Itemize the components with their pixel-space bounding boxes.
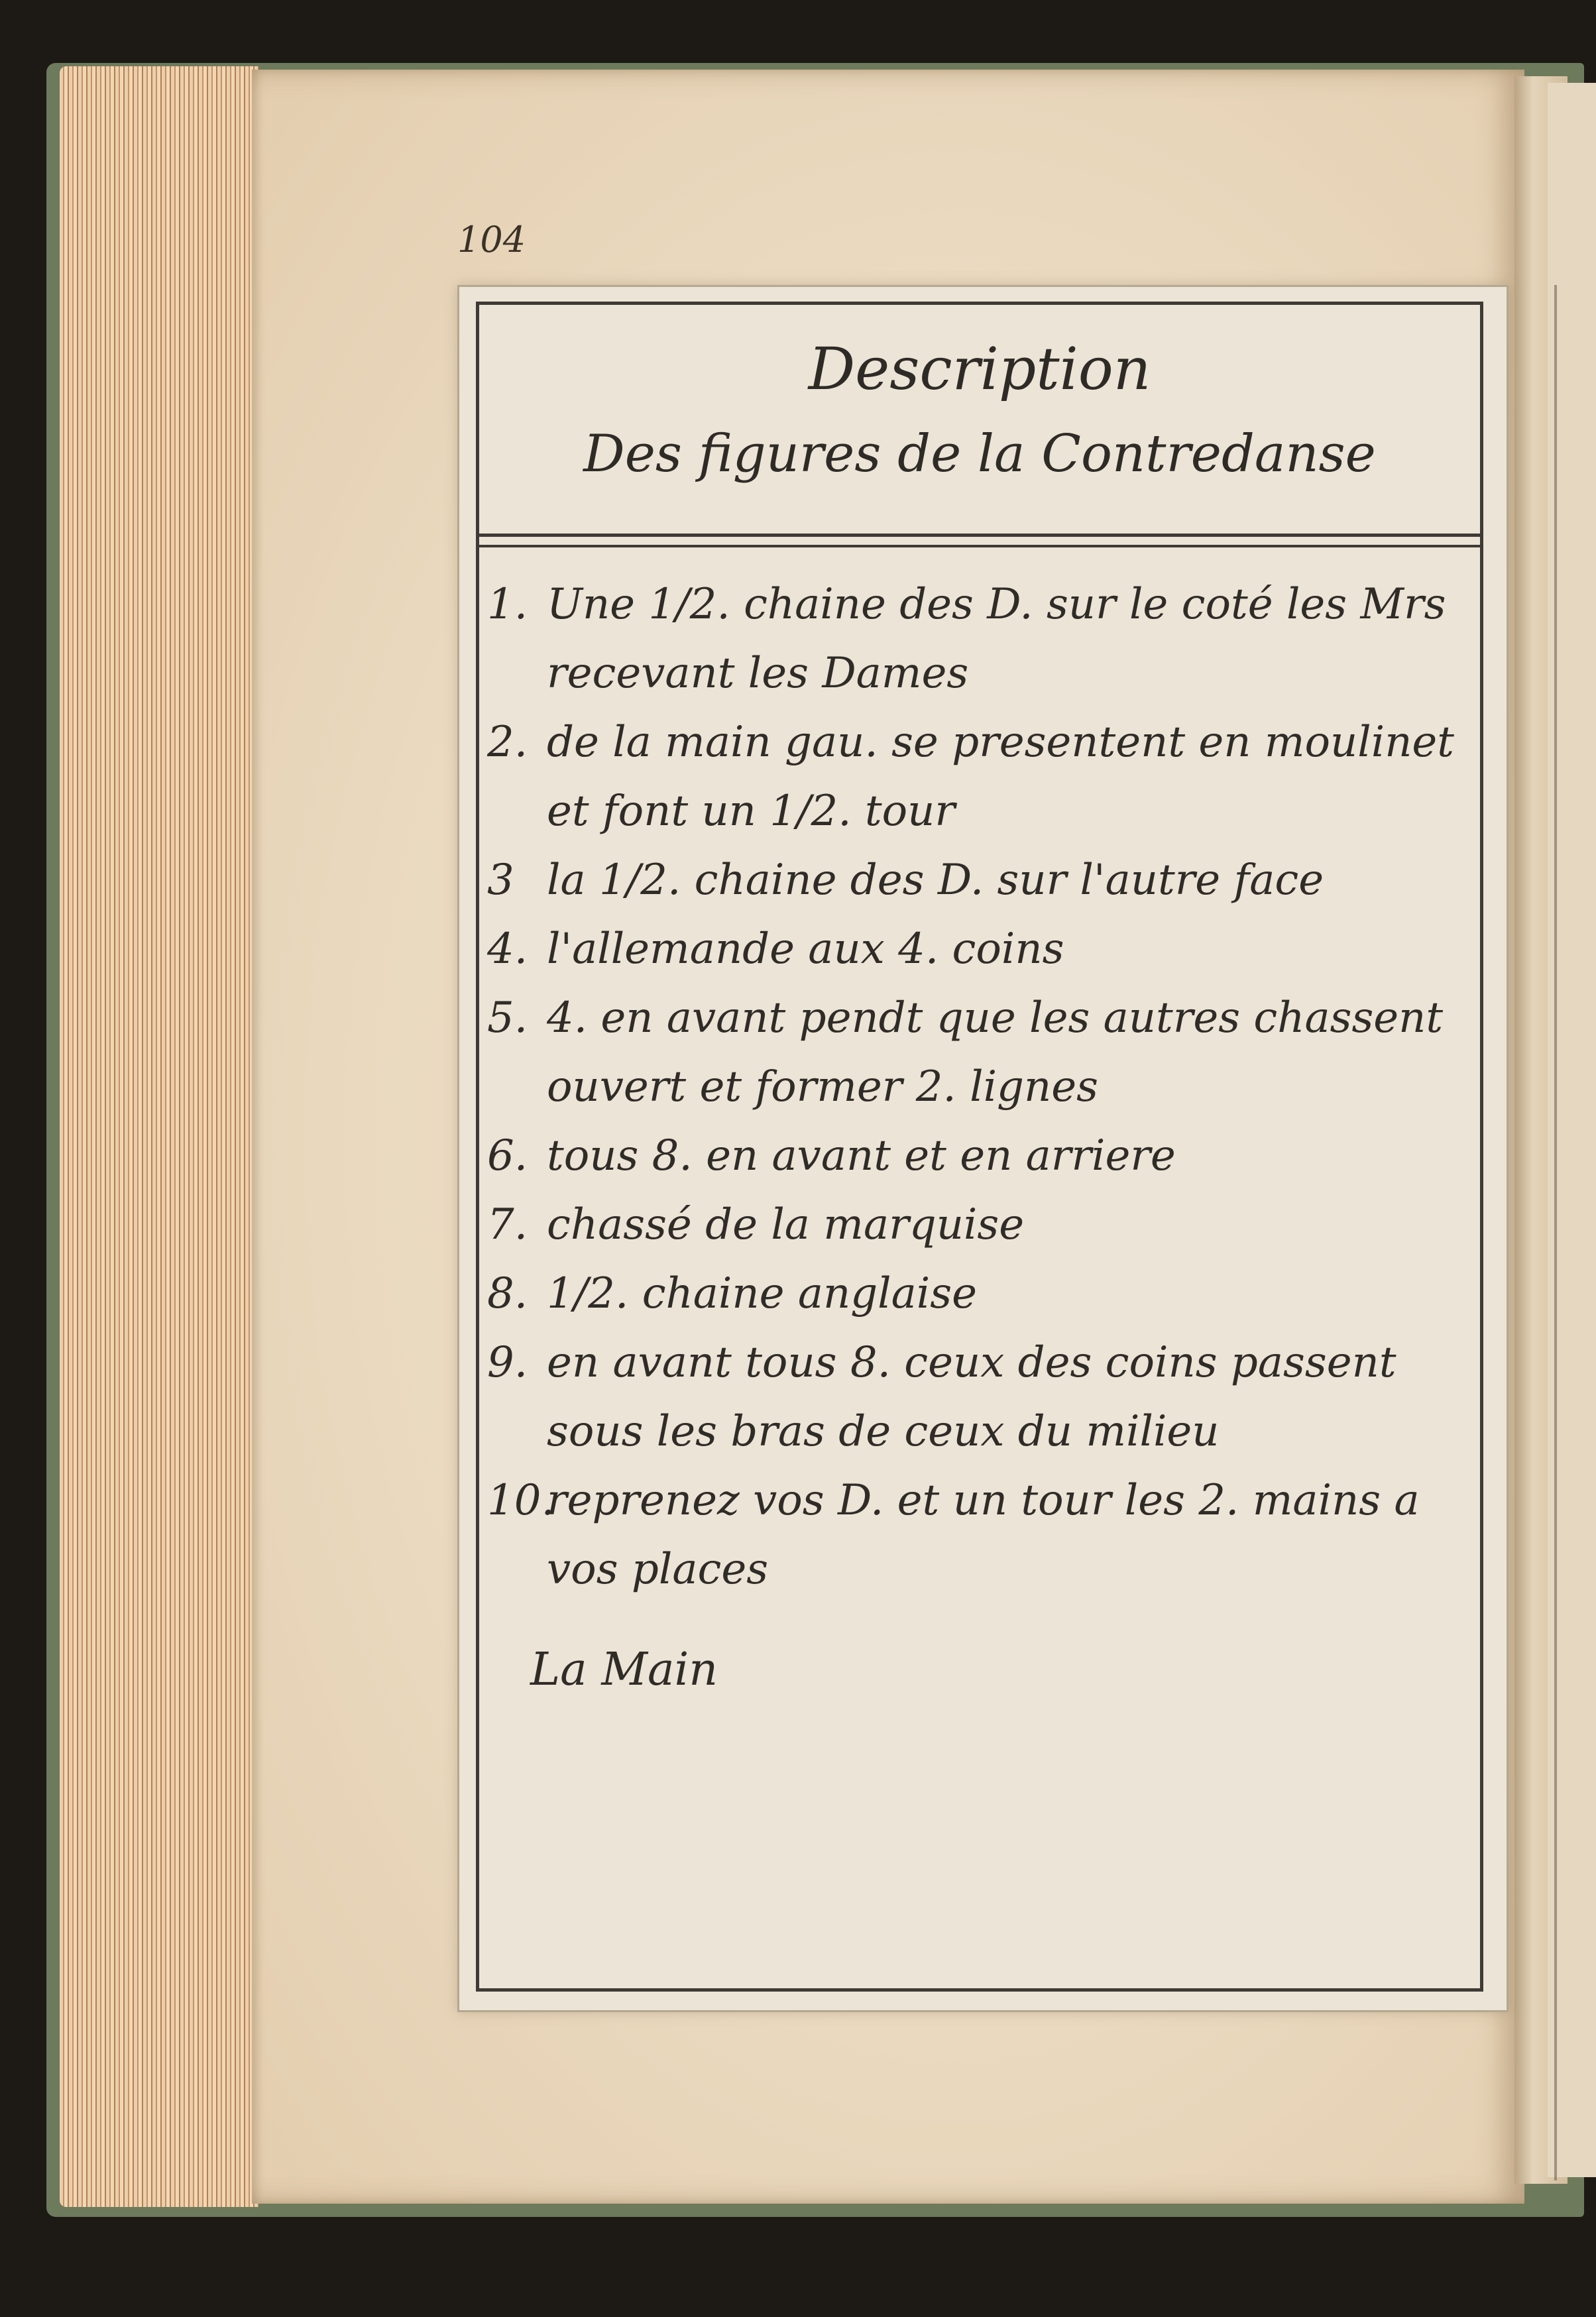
list-item [487, 570, 1475, 708]
item-text: en avant tous 8. ceux des coins passent sous les bras de ceux du milieu [547, 1338, 1396, 1456]
item-text: reprenez vos D. et un tour les 2. mains a vos places [547, 1476, 1420, 1594]
item-text: chassé de la marquise [547, 1200, 1025, 1249]
list-item [487, 1190, 1475, 1259]
page-subtitle: Des figures de la Contredanse [583, 424, 1376, 484]
list-item [487, 1328, 1475, 1466]
list-item [487, 984, 1475, 1121]
list-item [487, 846, 1475, 915]
figure-list [487, 570, 1475, 1604]
list-item [487, 1259, 1475, 1328]
title-rule [476, 545, 1483, 547]
list-item [487, 708, 1475, 846]
item-number: 7. [487, 1200, 528, 1249]
list-item [487, 915, 1475, 984]
item-text: 4. en avant pendt que les autres chassent ouvert et former 2. lignes [547, 993, 1444, 1111]
item-number: 10. [487, 1476, 555, 1525]
item-text: tous 8. en avant et en arriere [547, 1131, 1176, 1180]
page-edges [60, 66, 258, 2207]
item-text: 1/2. chaine anglaise [547, 1269, 977, 1318]
item-number: 9. [487, 1338, 528, 1387]
facing-page-rule [1554, 285, 1557, 2180]
item-number: 5. [487, 993, 528, 1043]
item-number: 8. [487, 1269, 528, 1318]
item-text: de la main gau. se presentent en moulinet et font un 1/2. tour [547, 718, 1454, 836]
item-text: Une 1/2. chaine des D. sur le coté les Mrs recevant les Dames [547, 580, 1446, 698]
list-item [487, 1466, 1475, 1604]
page-title: Description [808, 335, 1151, 403]
item-text: l'allemande aux 4. coins [547, 925, 1064, 974]
item-number: 3 [487, 856, 514, 905]
item-number: 4. [487, 925, 528, 974]
item-number: 2. [487, 718, 528, 767]
closing-line: La Main [530, 1644, 718, 1696]
page-number: 104 [457, 219, 526, 260]
item-number: 1. [487, 580, 528, 629]
item-number: 6. [487, 1131, 528, 1180]
list-item [487, 1121, 1475, 1190]
item-text: la 1/2. chaine des D. sur l'autre face [547, 856, 1324, 905]
